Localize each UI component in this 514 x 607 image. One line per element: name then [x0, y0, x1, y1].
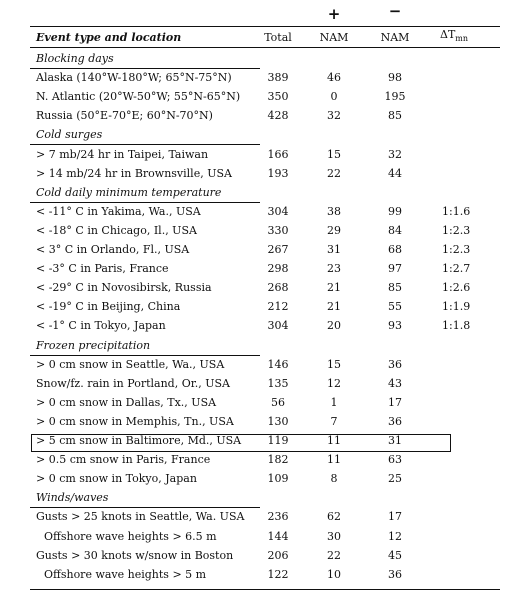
- row-label: Snow/fz. rain in Portland, Or., USA: [36, 376, 230, 390]
- row-nam-positive: 11: [327, 453, 341, 467]
- row-nam-positive: 15: [327, 357, 341, 371]
- row-nam-positive: 8: [330, 472, 338, 486]
- row-total: 304: [267, 319, 289, 333]
- row-nam-positive: 11: [327, 434, 341, 447]
- row-nam-negative: 36: [388, 414, 402, 428]
- header-nam-positive: NAM: [319, 31, 349, 44]
- row-nam-negative: 85: [388, 109, 402, 123]
- row-nam-positive: 15: [327, 147, 341, 161]
- row-total: 146: [267, 357, 289, 371]
- row-nam-negative: 12: [388, 529, 402, 543]
- row-label: Gusts > 30 knots w/snow in Boston: [36, 548, 234, 562]
- section-title: Cold surges: [36, 128, 103, 142]
- row-label: Gusts > 25 knots in Seattle, Wa. USA: [36, 510, 245, 524]
- row-total: 122: [267, 567, 289, 581]
- row-label: < -1° C in Tokyo, Japan: [36, 319, 166, 333]
- row-nam-negative: 17: [388, 395, 402, 409]
- row-nam-negative: 84: [388, 223, 402, 237]
- row-label: < -3° C in Paris, France: [36, 262, 169, 276]
- section-rule: [30, 507, 260, 508]
- row-total: 119: [267, 434, 289, 447]
- row-nam-negative: 31: [388, 434, 402, 447]
- row-nam-negative: 17: [388, 510, 402, 524]
- row-label: > 14 mb/24 hr in Brownsville, USA: [36, 166, 232, 180]
- row-total: 236: [267, 510, 289, 524]
- row-nam-negative: 55: [388, 300, 402, 314]
- row-nam-negative: 97: [388, 262, 402, 276]
- row-delta-ratio: 1:1.8: [442, 319, 471, 333]
- row-label: > 5 cm snow in Baltimore, Md., USA: [36, 434, 242, 447]
- section-rule: [30, 355, 260, 356]
- row-nam-positive: 22: [327, 548, 341, 562]
- header-total: Total: [264, 31, 292, 44]
- header-event-type: Event type and location: [36, 31, 182, 44]
- row-delta-ratio: 1:2.6: [442, 281, 471, 295]
- top-rule: [30, 26, 500, 27]
- plus-sign: +: [327, 5, 341, 23]
- row-nam-negative: 36: [388, 567, 402, 581]
- row-nam-negative: 98: [388, 71, 402, 85]
- highlight-box-baltimore: [31, 434, 451, 452]
- row-nam-negative: 68: [388, 243, 402, 256]
- row-nam-positive: 20: [327, 319, 341, 333]
- row-label: < -11° C in Yakima, Wa., USA: [36, 204, 201, 218]
- row-nam-negative: 32: [388, 147, 402, 161]
- row-nam-positive: 1: [330, 395, 338, 409]
- row-nam-negative: 36: [388, 357, 402, 371]
- section-rule: [30, 68, 260, 69]
- row-label: N. Atlantic (20°W-50°W; 55°N-65°N): [36, 90, 241, 104]
- row-label: < -18° C in Chicago, Il., USA: [36, 223, 197, 237]
- row-label: > 7 mb/24 hr in Taipei, Taiwan: [36, 147, 209, 161]
- row-label: > 0 cm snow in Memphis, Tn., USA: [36, 414, 234, 428]
- row-nam-positive: 10: [327, 567, 341, 581]
- row-label: > 0.5 cm snow in Paris, France: [36, 453, 211, 467]
- row-label: < -29° C in Novosibirsk, Russia: [36, 281, 212, 295]
- row-nam-positive: 46: [327, 71, 341, 85]
- row-label: > 0 cm snow in Dallas, Tx., USA: [36, 395, 217, 409]
- row-nam-positive: 7: [330, 414, 338, 428]
- row-nam-negative: 99: [388, 204, 402, 218]
- row-nam-positive: 30: [327, 529, 341, 543]
- row-nam-negative: 93: [388, 319, 402, 333]
- row-delta-ratio: 1:2.3: [442, 223, 471, 237]
- row-label: Offshore wave heights > 6.5 m: [44, 529, 217, 543]
- row-label: < 3° C in Orlando, Fl., USA: [36, 243, 190, 256]
- row-total: 206: [267, 548, 289, 562]
- row-delta-ratio: 1:1.9: [442, 300, 471, 314]
- row-nam-positive: 12: [327, 376, 341, 390]
- row-total: 267: [267, 243, 289, 256]
- row-label: Alaska (140°W-180°W; 65°N-75°N): [36, 71, 232, 85]
- section-rule: [30, 144, 260, 145]
- row-label: > 0 cm snow in Seattle, Wa., USA: [36, 357, 225, 371]
- row-nam-positive: 62: [327, 510, 341, 524]
- row-nam-positive: 38: [327, 204, 341, 218]
- row-total: 350: [267, 90, 289, 104]
- row-nam-negative: 85: [388, 281, 402, 295]
- row-nam-negative: 63: [388, 453, 402, 467]
- row-nam-negative: 45: [388, 548, 402, 562]
- row-total: 135: [267, 376, 289, 390]
- row-nam-positive: 32: [327, 109, 341, 123]
- header-delta-t: $\Delta T_{mn}$: [440, 28, 469, 43]
- row-total: 193: [267, 166, 289, 180]
- row-nam-positive: 0: [330, 90, 338, 104]
- header-nam-negative: NAM: [380, 31, 410, 44]
- row-delta-ratio: 1:1.6: [442, 204, 471, 218]
- row-nam-negative: 25: [388, 472, 402, 486]
- row-total: 109: [267, 472, 289, 486]
- row-nam-negative: 43: [388, 376, 402, 390]
- row-nam-positive: 29: [327, 223, 341, 237]
- minus-sign: −: [388, 2, 402, 20]
- row-nam-negative: 44: [388, 166, 402, 180]
- row-nam-negative: 195: [384, 90, 406, 104]
- row-total: 166: [267, 147, 289, 161]
- row-label: < -19° C in Beijing, China: [36, 300, 181, 314]
- row-label: Offshore wave heights > 5 m: [44, 567, 207, 581]
- row-total: 298: [267, 262, 289, 276]
- row-nam-positive: 22: [327, 166, 341, 180]
- row-total: 212: [267, 300, 289, 314]
- row-total: 304: [267, 204, 289, 218]
- row-nam-positive: 21: [327, 281, 341, 295]
- row-total: 144: [267, 529, 289, 543]
- row-delta-ratio: 1:2.7: [442, 262, 471, 276]
- header-rule: [30, 47, 500, 48]
- row-nam-positive: 21: [327, 300, 341, 314]
- row-delta-ratio: 1:2.3: [442, 243, 471, 256]
- row-total: 330: [267, 223, 289, 237]
- row-total: 56: [271, 395, 285, 409]
- row-nam-positive: 23: [327, 262, 341, 276]
- section-title: Cold daily minimum temperature: [36, 185, 222, 199]
- section-title: Winds/waves: [36, 491, 109, 505]
- row-total: 428: [267, 109, 289, 123]
- bottom-rule: [30, 589, 500, 590]
- section-title: Frozen precipitation: [36, 338, 151, 352]
- row-total: 268: [267, 281, 289, 295]
- section-rule: [30, 202, 260, 203]
- section-title: Blocking days: [36, 52, 114, 65]
- row-label: > 0 cm snow in Tokyo, Japan: [36, 472, 197, 486]
- row-total: 130: [267, 414, 289, 428]
- row-total: 389: [267, 71, 289, 85]
- row-total: 182: [267, 453, 289, 467]
- row-nam-positive: 31: [327, 243, 341, 256]
- row-label: Russia (50°E-70°E; 60°N-70°N): [36, 109, 213, 123]
